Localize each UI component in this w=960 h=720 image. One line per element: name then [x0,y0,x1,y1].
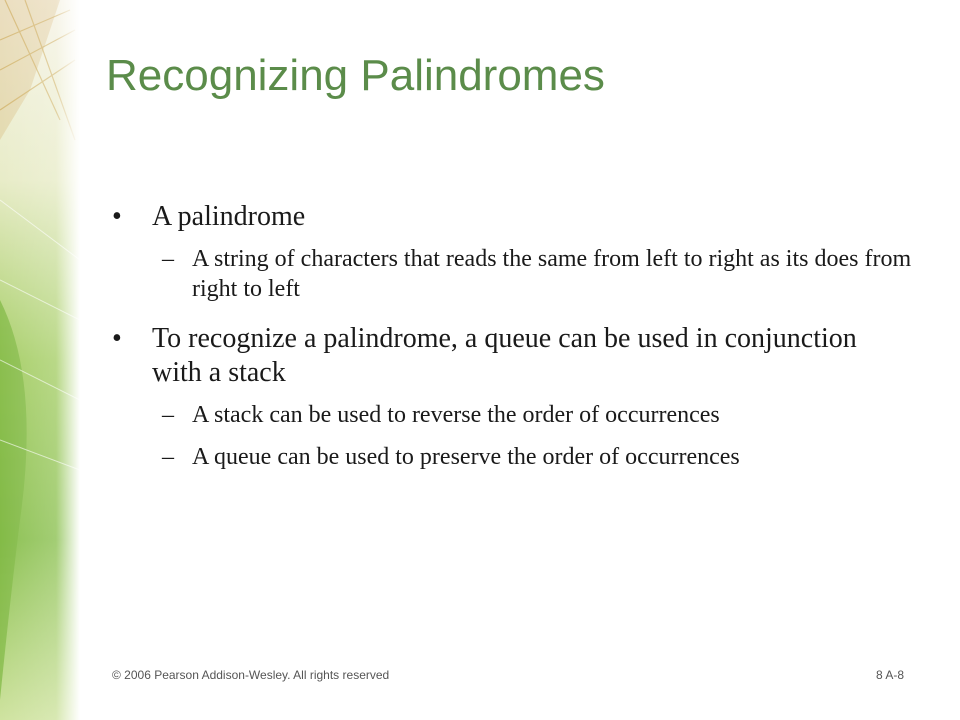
sub-bullet-item [112,442,912,472]
sub-bullet-item [112,400,912,430]
slide-number: 8 A-8 [876,668,905,682]
bullet-item [112,200,912,234]
bullet-text: To recognize a palindrome, a queue can be used in conjunction with a stack [152,323,857,388]
slide-title: Recognizing Palindromes [106,51,605,100]
bullet-marker: • [112,323,122,354]
footer-copyright: © 2006 Pearson Addison-Wesley. All rights reserved [112,668,390,682]
sub-bullet-text: A stack can be used to reverse the order of occurrences [192,402,720,428]
sub-bullet-marker: – [162,444,174,470]
bullet-marker: • [112,201,122,232]
sub-bullet-text: A string of characters that reads the same from left to right as its does from right to left [192,246,912,302]
decorative-leaf-graphic [0,0,80,720]
slide-body [112,200,912,484]
sub-bullet-marker: – [162,402,174,428]
bullet-text: A palindrome [152,201,306,232]
bullet-item [112,322,912,390]
sub-bullet-marker: – [162,246,174,272]
sub-bullet-item [112,244,912,304]
sub-bullet-text: A queue can be used to preserve the order of occurrences [192,444,740,470]
